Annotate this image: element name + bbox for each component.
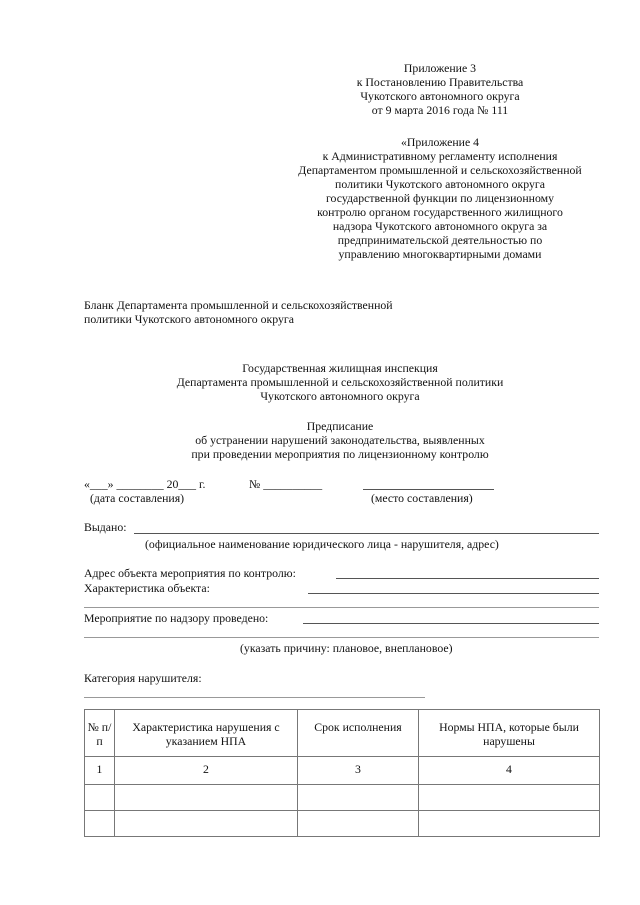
table-cell[interactable] — [85, 785, 115, 811]
table-cell[interactable] — [419, 785, 600, 811]
violator-category-field[interactable] — [84, 697, 425, 698]
violations-table — [84, 709, 600, 837]
table-row — [85, 811, 600, 837]
inspection-line: Государственная жилищная инспекция — [242, 361, 438, 375]
appendix-4-line: «Приложение 4 — [400, 135, 480, 149]
inspection-header — [100, 361, 580, 403]
appendix-4-line: государственной функции по лицензионному — [326, 191, 554, 205]
number-field[interactable]: № __________ — [249, 477, 323, 491]
date-field[interactable]: «___» ________ 20___ г. — [84, 477, 206, 491]
table-cell: 3 — [298, 757, 419, 785]
prescription-line: Предписание — [306, 419, 374, 433]
table-cell[interactable] — [85, 811, 115, 837]
appendix-4-header — [280, 135, 600, 261]
appendix-3-line: Чукотского автономного округа — [360, 89, 520, 103]
table-cell: 2 — [115, 757, 298, 785]
supervision-extra-line — [84, 637, 599, 638]
date-caption: (дата составления) — [90, 491, 185, 505]
table-cell[interactable] — [419, 811, 600, 837]
issued-field[interactable] — [134, 533, 599, 534]
place-field[interactable] — [363, 489, 494, 490]
appendix-3-line: к Постановлению Правительства — [356, 75, 524, 89]
supervision-caption: (указать причину: плановое, внеплановое) — [240, 641, 453, 655]
table-row — [85, 757, 600, 785]
header-deadline: Срок исполнения — [298, 710, 419, 757]
object-characteristic-label: Характеристика объекта: — [84, 581, 210, 595]
supervision-field[interactable] — [303, 623, 599, 624]
violator-category-label: Категория нарушителя: — [84, 671, 202, 685]
appendix-3-line: от 9 марта 2016 года № 111 — [371, 103, 509, 117]
appendix-4-line: управлению многоквартирными домами — [338, 247, 542, 261]
issued-caption: (официальное наименование юридического лица - нарушителя, адрес) — [145, 537, 499, 551]
object-characteristic-extra-line — [84, 607, 599, 608]
issued-label: Выдано: — [84, 520, 127, 534]
header-violation: Характеристика нарушения с указанием НПА — [115, 710, 298, 757]
prescription-title — [100, 419, 580, 461]
header-number: № п/п — [85, 710, 115, 757]
table-cell: 4 — [419, 757, 600, 785]
table-cell[interactable] — [115, 811, 298, 837]
table-cell: 1 — [85, 757, 115, 785]
table-cell[interactable] — [115, 785, 298, 811]
appendix-3-header — [300, 61, 580, 117]
appendix-4-line: политики Чукотского автономного округа — [335, 177, 545, 191]
object-characteristic-field[interactable] — [308, 593, 599, 594]
place-caption: (место составления) — [371, 491, 473, 505]
table-header-row — [85, 710, 600, 757]
appendix-4-line: контролю органом государственного жилищного — [317, 205, 563, 219]
inspection-line: Чукотского автономного округа — [260, 389, 420, 403]
table-row — [85, 785, 600, 811]
object-address-field[interactable] — [336, 578, 599, 579]
table-cell[interactable] — [298, 811, 419, 837]
blank-line: Бланк Департамента промышленной и сельскохозяйственной — [84, 298, 393, 312]
prescription-line: при проведении мероприятия по лицензионному контролю — [191, 447, 489, 461]
appendix-4-line: надзора Чукотского автономного округа за — [332, 219, 548, 233]
inspection-line: Департамента промышленной и сельскохозяйственной политики — [176, 375, 504, 389]
appendix-3-line: Приложение 3 — [403, 61, 477, 75]
blank-line: политики Чукотского автономного округа — [84, 312, 294, 326]
supervision-label: Мероприятие по надзору проведено: — [84, 611, 269, 625]
prescription-line: об устранении нарушений законодательства, выявленных — [195, 433, 485, 447]
appendix-4-line: к Административному регламенту исполнения — [322, 149, 558, 163]
appendix-4-line: предпринимательской деятельностью по — [337, 233, 543, 247]
table-cell[interactable] — [298, 785, 419, 811]
object-address-label: Адрес объекта мероприятия по контролю: — [84, 566, 296, 580]
appendix-4-line: Департаментом промышленной и сельскохозяйственной — [298, 163, 582, 177]
header-norms: Нормы НПА, которые были нарушены — [419, 710, 600, 757]
